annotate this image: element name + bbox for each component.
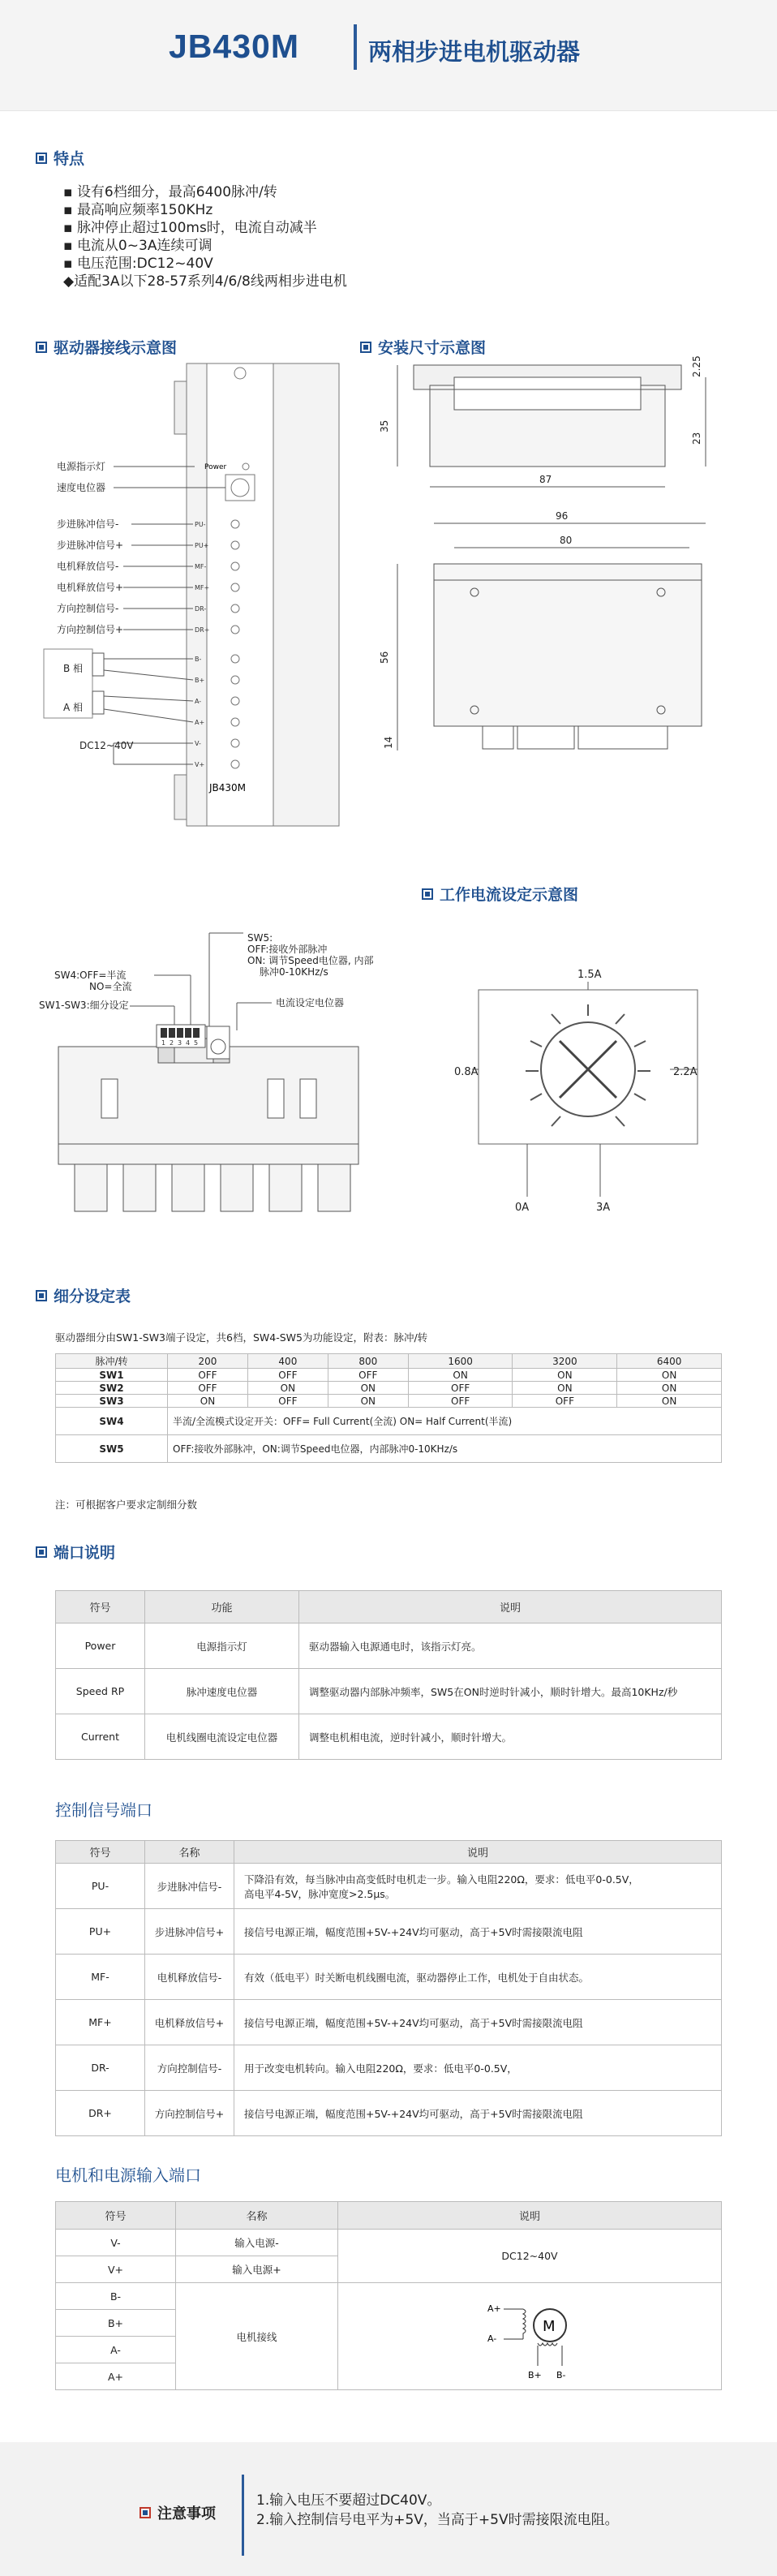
table-row: V+ 输入电源+ bbox=[56, 2256, 722, 2283]
table-row: MF- 电机释放信号- 有效（低电平）时关断电机线圈电流，驱动器停止工作，电机处于自由状态。 bbox=[56, 1955, 722, 2000]
svg-text:M: M bbox=[543, 2317, 556, 2335]
wiring-diagram bbox=[32, 357, 357, 836]
power-led-icon bbox=[243, 463, 249, 470]
svg-text:A 相: A 相 bbox=[63, 702, 84, 713]
model-title: JB430M bbox=[169, 28, 299, 65]
subdiv-footnote: 注：可根据客户要求定制细分数 bbox=[55, 1499, 198, 1511]
svg-text:电机释放信号+: 电机释放信号+ bbox=[57, 582, 124, 593]
svg-text:电流设定电位器: 电流设定电位器 bbox=[276, 997, 345, 1008]
svg-text:DR-: DR- bbox=[195, 605, 207, 613]
wiring-model-label: JB430M bbox=[209, 782, 247, 793]
table-row: SW2 OFF ON ON OFF ON ON bbox=[56, 1382, 722, 1395]
motor-symbol bbox=[481, 2285, 578, 2386]
svg-text:步进脉冲信号-: 步进脉冲信号- bbox=[57, 518, 119, 530]
svg-text:35: 35 bbox=[379, 419, 390, 432]
install-heading: 安装尺寸示意图 bbox=[360, 336, 486, 358]
svg-text:PU-: PU- bbox=[195, 521, 206, 528]
svg-text:3: 3 bbox=[178, 1039, 182, 1047]
section-square-icon bbox=[36, 1290, 47, 1301]
svg-text:DR+: DR+ bbox=[195, 626, 210, 634]
svg-text:V-: V- bbox=[195, 740, 201, 747]
ports-table bbox=[55, 1590, 722, 1760]
control-heading: 控制信号端口 bbox=[55, 1800, 152, 1820]
current-heading: 工作电流设定示意图 bbox=[422, 883, 578, 905]
svg-text:步进脉冲信号+: 步进脉冲信号+ bbox=[57, 540, 124, 551]
svg-text:MF+: MF+ bbox=[195, 584, 210, 591]
section-square-icon bbox=[36, 1546, 47, 1558]
section-square-icon bbox=[36, 342, 47, 353]
notice-lines: 1.输入电压不要超过DC40V。 2.输入控制信号电平为+5V，当高于+5V时需接限流电阻。 bbox=[256, 2492, 619, 2528]
section-square-icon bbox=[360, 342, 371, 353]
features-list bbox=[63, 183, 347, 290]
svg-text:B-: B- bbox=[195, 656, 202, 663]
table-row: MF+ 电机释放信号+ 接信号电源正端，幅度范围+5V-+24V均可驱动，高于+5V时需接限流电阻 bbox=[56, 2000, 722, 2045]
subdiv-table bbox=[55, 1353, 722, 1463]
table-row: Power 电源指示灯 驱动器输入电源通电时，该指示灯亮。 bbox=[56, 1623, 722, 1669]
current-dial bbox=[454, 957, 730, 1217]
table-row: PU+ 步进脉冲信号+ 接信号电源正端，幅度范围+5V-+24V均可驱动，高于+5V时需接限流电阻 bbox=[56, 1909, 722, 1955]
svg-text:电源指示灯: 电源指示灯 bbox=[57, 461, 106, 472]
svg-text:PU+: PU+ bbox=[195, 542, 209, 549]
feature-item: ▪ 设有6档细分，最高6400脉冲/转 bbox=[63, 184, 277, 200]
ports-heading: 端口说明 bbox=[36, 1541, 115, 1563]
svg-text:ON: 调节Speed电位器, 内部: ON: 调节Speed电位器, 内部 bbox=[247, 955, 374, 966]
svg-text:56: 56 bbox=[379, 651, 390, 664]
table-row: Current 电机线圈电流设定电位器 调整电机相电流，逆时针减小，顺时针增大。 bbox=[56, 1714, 722, 1760]
table-row: V- 输入电源- DC12~40V bbox=[56, 2230, 722, 2256]
svg-text:NO=全流: NO=全流 bbox=[89, 981, 132, 992]
svg-text:MF-: MF- bbox=[195, 563, 207, 570]
notice-footer bbox=[0, 2442, 777, 2576]
svg-text:电机释放信号-: 电机释放信号- bbox=[57, 561, 119, 572]
subdiv-note: 驱动器细分由SW1-SW3端子设定，共6档，SW4-SW5为功能设定，附表：脉冲/转 bbox=[55, 1331, 428, 1344]
svg-text:2: 2 bbox=[170, 1039, 174, 1047]
table-row: SW5 OFF:接收外部脉冲，ON:调节Speed电位器，内部脉冲0-10KHz/s bbox=[56, 1435, 722, 1463]
speed-pot-icon bbox=[231, 479, 249, 497]
table-row: DR+ 方向控制信号+ 接信号电源正端，幅度范围+5V-+24V均可驱动，高于+5V时需接限流电阻 bbox=[56, 2091, 722, 2136]
table-row: DR- 方向控制信号- 用于改变电机转向。输入电阻220Ω，要求：低电平0-0.5V， bbox=[56, 2045, 722, 2091]
svg-text:0.8A: 0.8A bbox=[454, 1066, 479, 1078]
svg-text:80: 80 bbox=[560, 535, 573, 546]
svg-text:方向控制信号-: 方向控制信号- bbox=[57, 603, 119, 614]
table-row: B- 电机接线 A+ A- M B+ B- bbox=[56, 2283, 722, 2310]
control-table bbox=[55, 1840, 722, 2136]
feature-item: ◆适配3A以下28-57系列4/6/8线两相步进电机 bbox=[63, 273, 347, 290]
svg-text:23: 23 bbox=[691, 432, 702, 445]
wiring-heading: 驱动器接线示意图 bbox=[36, 336, 177, 358]
svg-text:B-: B- bbox=[556, 2369, 566, 2380]
svg-text:B 相: B 相 bbox=[63, 663, 84, 674]
feature-item: ▪ 电流从0~3A连续可调 bbox=[63, 238, 212, 254]
features-heading: 特点 bbox=[36, 147, 84, 169]
section-square-icon bbox=[36, 153, 47, 164]
notice-square-icon bbox=[140, 2507, 151, 2518]
table-row: B+ bbox=[56, 2310, 722, 2337]
power-heading: 电机和电源输入端口 bbox=[55, 2165, 201, 2185]
svg-text:5: 5 bbox=[194, 1039, 199, 1047]
table-row: Speed RP 脉冲速度电位器 调整驱动器内部脉冲频率，SW5在ON时逆时针减小，顺时针增大。最高10KHz/秒 bbox=[56, 1669, 722, 1714]
svg-text:1.5A: 1.5A bbox=[577, 969, 602, 981]
table-row: 符号 功能 说明 bbox=[56, 1591, 722, 1623]
feature-item: ▪ 脉冲停止超过100ms时，电流自动减半 bbox=[63, 220, 317, 236]
table-row: A- bbox=[56, 2337, 722, 2363]
svg-text:B+: B+ bbox=[195, 677, 205, 684]
page-title: 两相步进电机驱动器 bbox=[368, 38, 581, 66]
title-divider bbox=[354, 24, 357, 70]
table-row: PU- 步进脉冲信号- 下降沿有效，每当脉冲由高变低时电机走一步。输入电阻220Ω，要求：低电平0-0.5V， 高电平4-5V，脉冲宽度>2.5μs。 bbox=[56, 1864, 722, 1909]
svg-text:DC12~40V: DC12~40V bbox=[79, 740, 134, 751]
install-diagram bbox=[381, 353, 738, 832]
svg-text:14: 14 bbox=[383, 736, 394, 749]
table-row: SW1 OFF OFF OFF ON ON ON bbox=[56, 1369, 722, 1382]
table-row: SW4 半流/全流模式设定开关：OFF= Full Current(全流) ON= Half Current(半流) bbox=[56, 1408, 722, 1435]
feature-item: ▪ 最高响应频率150KHz bbox=[63, 202, 213, 218]
svg-text:A-: A- bbox=[195, 698, 202, 705]
svg-text:SW5:: SW5: bbox=[247, 932, 273, 944]
svg-text:4: 4 bbox=[186, 1039, 191, 1047]
section-square-icon bbox=[422, 888, 433, 900]
svg-text:OFF:接收外部脉冲: OFF:接收外部脉冲 bbox=[247, 944, 328, 955]
svg-text:方向控制信号+: 方向控制信号+ bbox=[57, 624, 124, 635]
page-header bbox=[0, 0, 777, 111]
svg-text:2.25: 2.25 bbox=[691, 355, 702, 377]
svg-text:A+: A+ bbox=[487, 2303, 501, 2314]
svg-text:A-: A- bbox=[487, 2333, 497, 2344]
svg-text:V+: V+ bbox=[195, 761, 205, 768]
table-row: SW3 ON OFF ON OFF OFF ON bbox=[56, 1395, 722, 1408]
svg-text:3A: 3A bbox=[596, 1202, 611, 1214]
svg-text:2.2A: 2.2A bbox=[673, 1066, 698, 1078]
svg-text:SW1-SW3:细分设定: SW1-SW3:细分设定 bbox=[39, 1000, 129, 1011]
svg-text:B+: B+ bbox=[528, 2369, 542, 2380]
table-row: 符号 名称 说明 bbox=[56, 2202, 722, 2230]
svg-text:脉冲0-10KHz/s: 脉冲0-10KHz/s bbox=[260, 966, 328, 978]
table-row: 脉冲/转 200 400 800 1600 3200 6400 bbox=[56, 1354, 722, 1369]
power-table bbox=[55, 2201, 722, 2390]
switch-diagram bbox=[24, 925, 373, 1225]
table-row: A+ bbox=[56, 2363, 722, 2390]
feature-item: ▪ 电压范围:DC12~40V bbox=[63, 256, 213, 272]
notice-divider bbox=[242, 2475, 244, 2556]
svg-text:96: 96 bbox=[556, 510, 569, 522]
svg-text:0A: 0A bbox=[515, 1202, 530, 1214]
svg-text:1: 1 bbox=[161, 1039, 166, 1047]
svg-text:87: 87 bbox=[539, 474, 552, 485]
notice-heading: 注意事项 bbox=[140, 2502, 216, 2523]
svg-text:SW4:OFF=半流: SW4:OFF=半流 bbox=[54, 970, 127, 981]
svg-text:A+: A+ bbox=[195, 719, 205, 726]
wiring-power-label: Power bbox=[204, 463, 227, 471]
table-row: 符号 名称 说明 bbox=[56, 1841, 722, 1864]
svg-text:速度电位器: 速度电位器 bbox=[57, 482, 106, 493]
subdiv-heading: 细分设定表 bbox=[36, 1284, 131, 1306]
